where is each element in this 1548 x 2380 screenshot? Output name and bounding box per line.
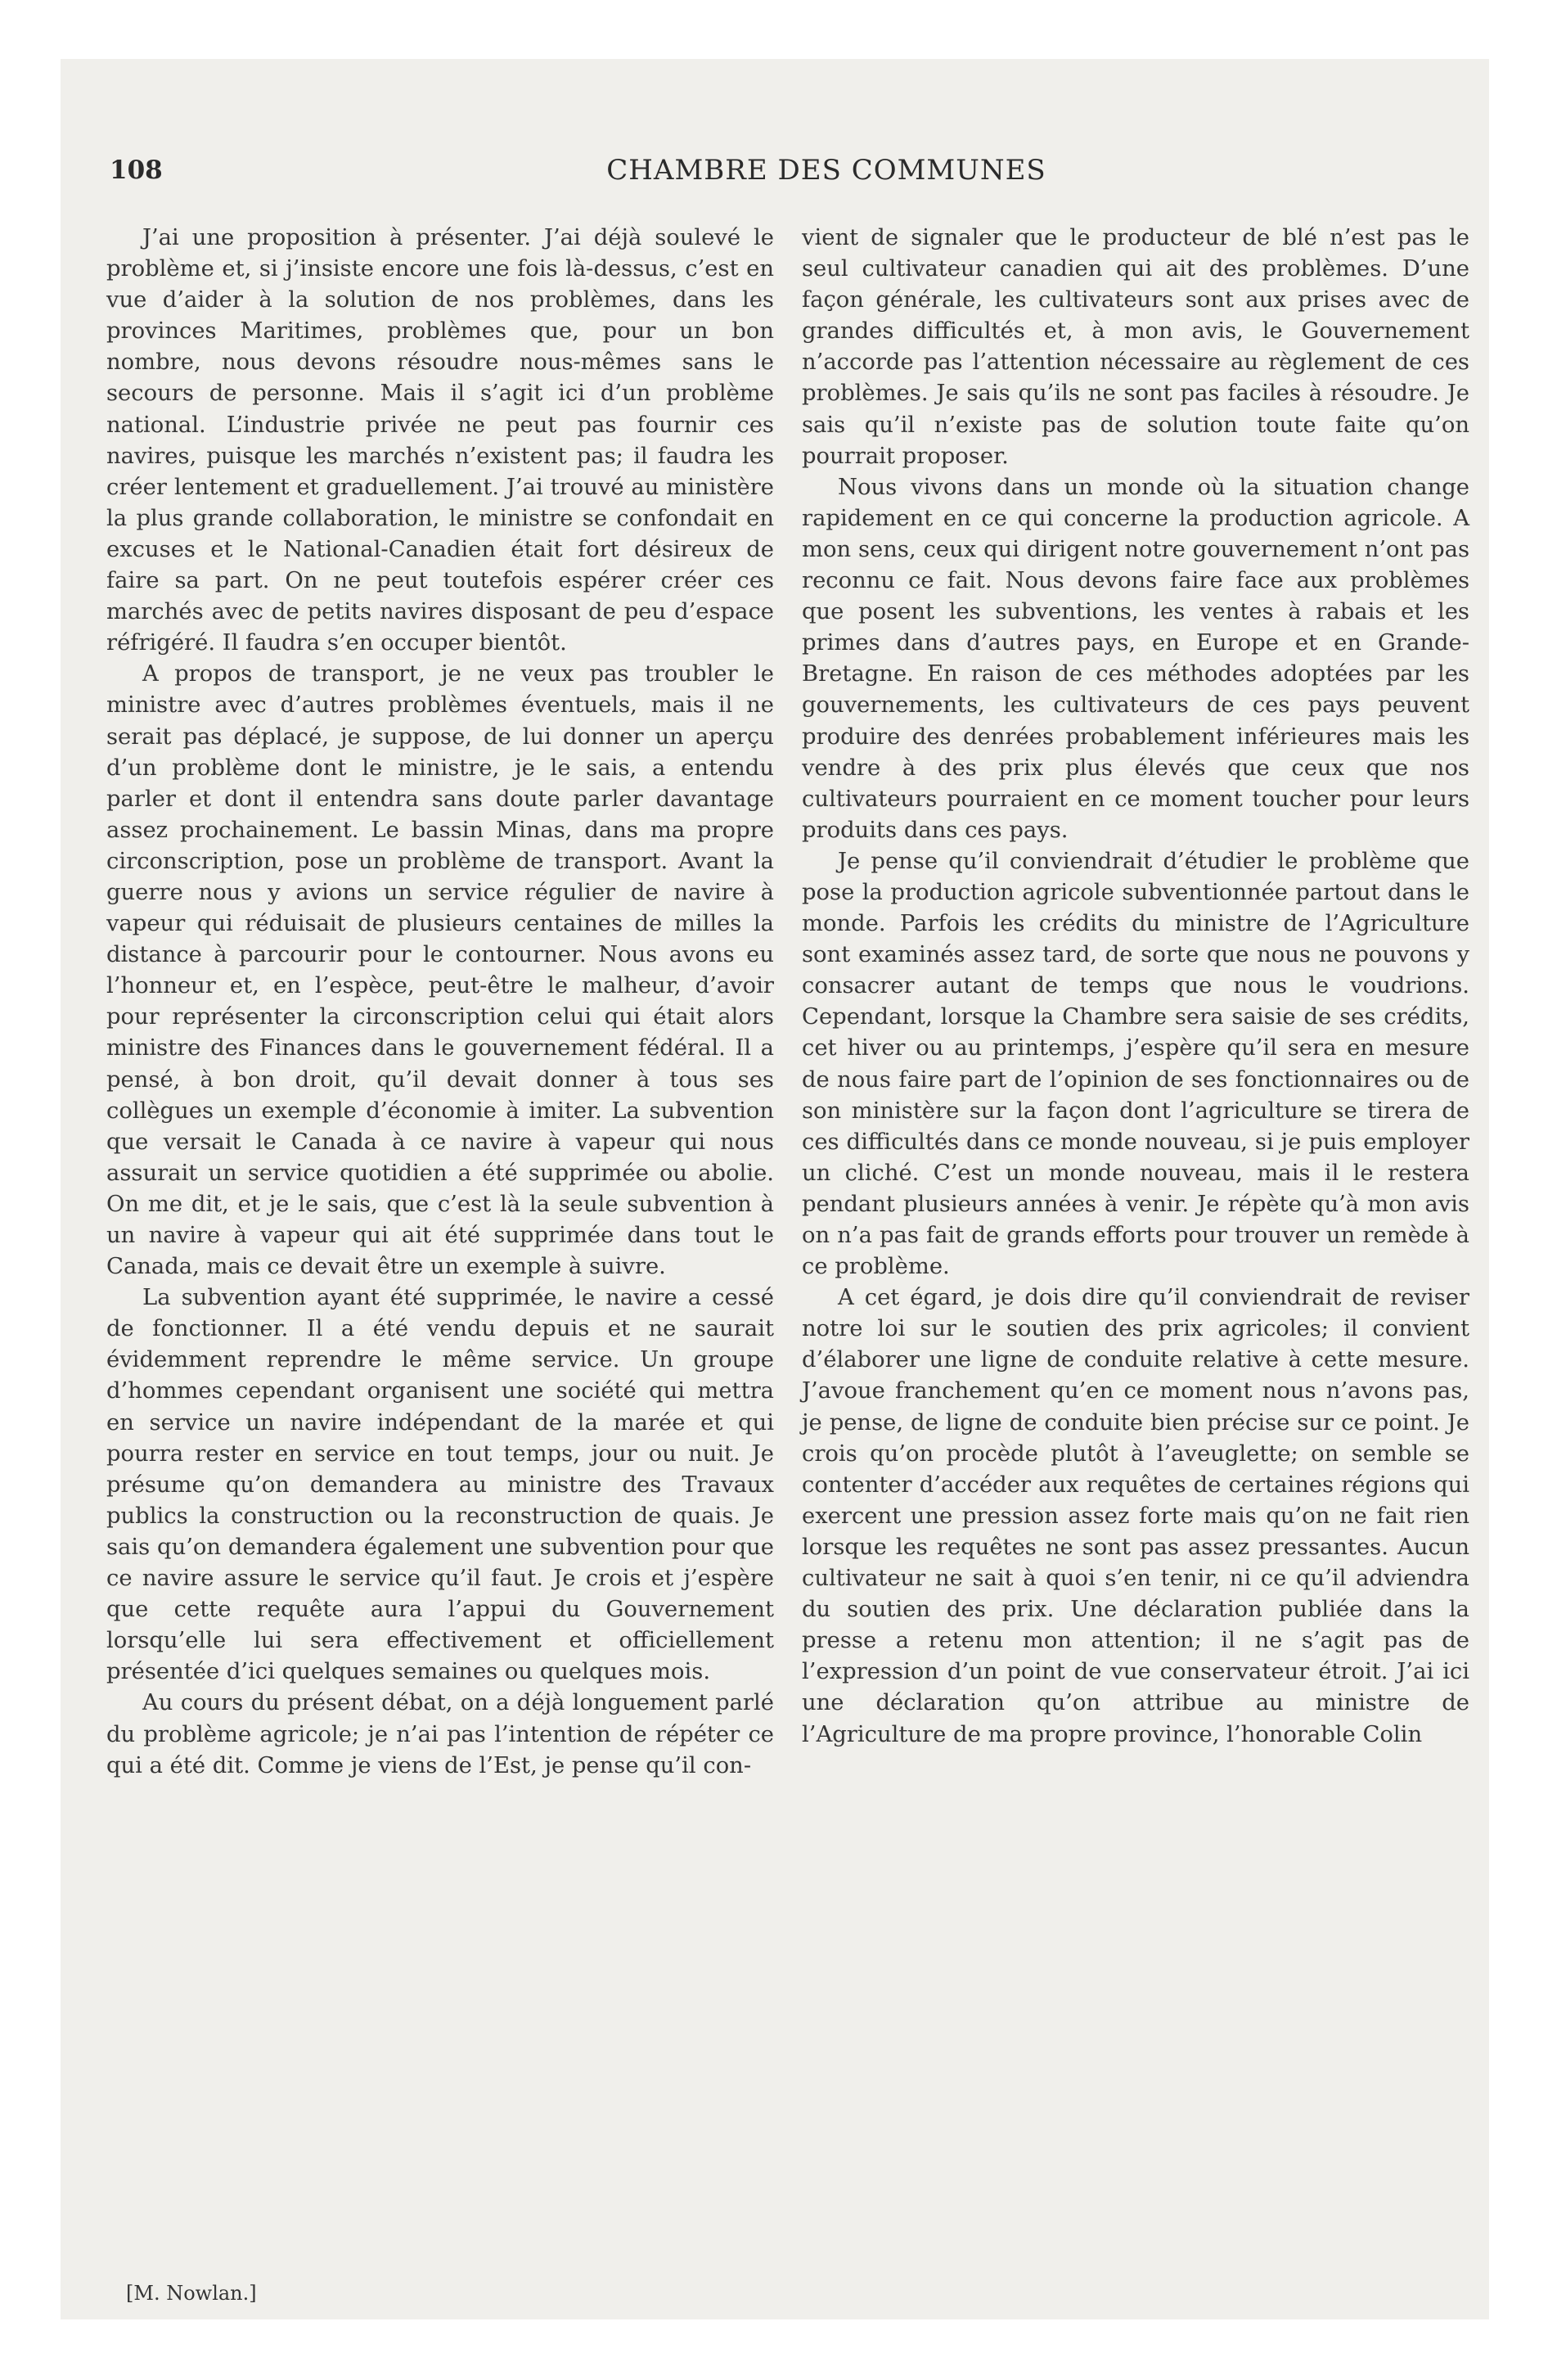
- paragraph: Je pense qu’il conviendrait d’étudier le problème que pose la production agricole subventionnée partout dans le monde. Parfois les crédits du ministre de l’Agriculture sont examinés assez tard, de sorte que nous ne pouvons y consacrer autant de temps que nous le voudrions. Cependant, lorsque la Chambre sera saisie de ses crédits, cet hiver ou au printemps, j’espère qu’il sera en mesure de nous faire part de l’opinion de ses fonctionnaires ou de son ministère sur la façon dont l’agriculture se tirera de ces difficultés dans ce monde nouveau, si je puis employer un cliché. C’est un monde nouveau, mais il le restera pendant plusieurs années à venir. Je répète qu’à mon avis on n’a pas fait de grands efforts pour trouver un remède à ce problème.: [802, 848, 1469, 1280]
- running-head: CHAMBRE DES COMMUNES: [606, 154, 1046, 187]
- page-number: 108: [110, 156, 163, 185]
- paragraph: Nous vivons dans un monde où la situation change rapidement en ce qui concerne la production agricole. A mon sens, ceux qui dirigent notre gouvernement n’ont pas reconnu ce fait. Nous devons faire face aux problèmes que posent les subventions, les ventes à rabais et les primes dans d’autres pays, en Europe et en Grande-Bretagne. En raison de ces méthodes adoptées par les gouvernements, les cultivateurs de ces pays peuvent produire des denrées probablement inférieures mais les vendre à des prix plus élevés que ceux que nos cultivateurs pourraient en ce moment toucher pour leurs produits dans ces pays.: [802, 474, 1469, 843]
- paragraph: J’ai une proposition à présenter. J’ai déjà soulevé le problème et, si j’insiste encore une fois là-dessus, c’est en vue d’aider à la solution de nos problèmes, dans les provinces Maritimes, problèmes que, pour un bon nombre, nous devons résoudre nous-mêmes sans le secours de personne. Mais il s’agit ici d’un problème national. L’industrie privée ne peut pas fournir ces navires, puisque les marchés n’existent pas; il faudra les créer lentement et graduellement. J’ai trouvé au ministère la plus grande collaboration, le ministre se confondait en excuses et le National-Canadien était fort désireux de faire sa part. On ne peut toutefois espérer créer ces marchés avec de petits navires disposant de peu d’espace réfrigéré. Il faudra s’en occuper bientôt.: [106, 225, 774, 656]
- paragraph: La subvention ayant été supprimée, le navire a cessé de fonctionner. Il a été vendu depuis et ne saurait évidemment reprendre le même service. Un groupe d’hommes cependant organisent une société qui mettra en service un navire indépendant de la marée et qui pourra rester en service en tout temps, jour ou nuit. Je présume qu’on demandera au ministre des Travaux publics la construction ou la reconstruction de quais. Je sais qu’on demandera également une subvention pour que ce navire assure le service qu’il faut. Je crois et j’espère que cette requête aura l’appui du Gouvernement lorsqu’elle lui sera effectivement et officiellement présentée d’ici quelques semaines ou quelques mois.: [106, 1285, 774, 1685]
- paragraph: A propos de transport, je ne veux pas troubler le ministre avec d’autres problèmes éventuels, mais il ne serait pas déplacé, je suppose, de lui donner un aperçu d’un problème dont le ministre, je le sais, a entendu parler et dont il entendra sans doute parler davantage assez prochainement. Le bassin Minas, dans ma propre circonscription, pose un problème de transport. Avant la guerre nous y avions un service régulier de navire à vapeur qui réduisait de plusieurs centaines de milles la distance à parcourir pour le contourner. Nous avons eu l’honneur et, en l’espèce, peut-être le malheur, d’avoir pour représenter la circonscription celui qui était alors ministre des Finances dans le gouvernement fédéral. Il a pensé, à bon droit, qu’il devait donner à tous ses collègues un exemple d’économie à imiter. La subvention que versait le Canada à ce navire à vapeur qui nous assurait un service quotidien a été supprimée ou abolie. On me dit, et je le sais, que c’est là la seule subvention à un navire à vapeur qui ait été supprimée dans tout le Canada, mais ce devait être un exemple à suivre.: [106, 661, 774, 1280]
- paragraph-continued: vient de signaler que le producteur de blé n’est pas le seul cultivateur canadien qui ait des problèmes. D’une façon générale, les cultivateurs sont aux prises avec de grandes difficultés et, à mon avis, le Gouvernement n’accorde pas l’attention nécessaire au règlement de ces problèmes. Je sais qu’ils ne sont pas faciles à résoudre. Je sais qu’il n’existe pas de solution toute faite qu’on pourrait proposer.: [802, 225, 1469, 469]
- paragraph: A cet égard, je dois dire qu’il conviendrait de reviser notre loi sur le soutien des prix agricoles; il convient d’élaborer une ligne de conduite relative à cette mesure. J’avoue franchement qu’en ce moment nous n’avons pas, je pense, de ligne de conduite bien précise sur ce point. Je crois qu’on procède plutôt à l’aveuglette; on semble se contenter d’accéder aux requêtes de certaines régions qui exercent une pression assez forte mais qu’on ne fait rien lorsque les requêtes ne sont pas assez pressantes. Aucun cultivateur ne sait à quoi s’en tenir, ni ce qu’il adviendra du soutien des prix. Une déclaration publiée dans la presse a retenu mon attention; il ne s’agit pas de l’expression d’un point de vue conservateur étroit. J’ai ici une déclaration qu’on attribue au ministre de l’Agriculture de ma propre province, l’honorable Colin: [802, 1285, 1469, 1747]
- right-column: [802, 223, 1469, 1751]
- left-column: [106, 223, 774, 1782]
- speaker-note: [M. Nowlan.]: [126, 2282, 257, 2305]
- paragraph: Au cours du présent débat, on a déjà longuement parlé du problème agricole; je n’ai pas l’intention de répéter ce qui a été dit. Comme je viens de l’Est, je pense qu’il con-: [106, 1690, 774, 1778]
